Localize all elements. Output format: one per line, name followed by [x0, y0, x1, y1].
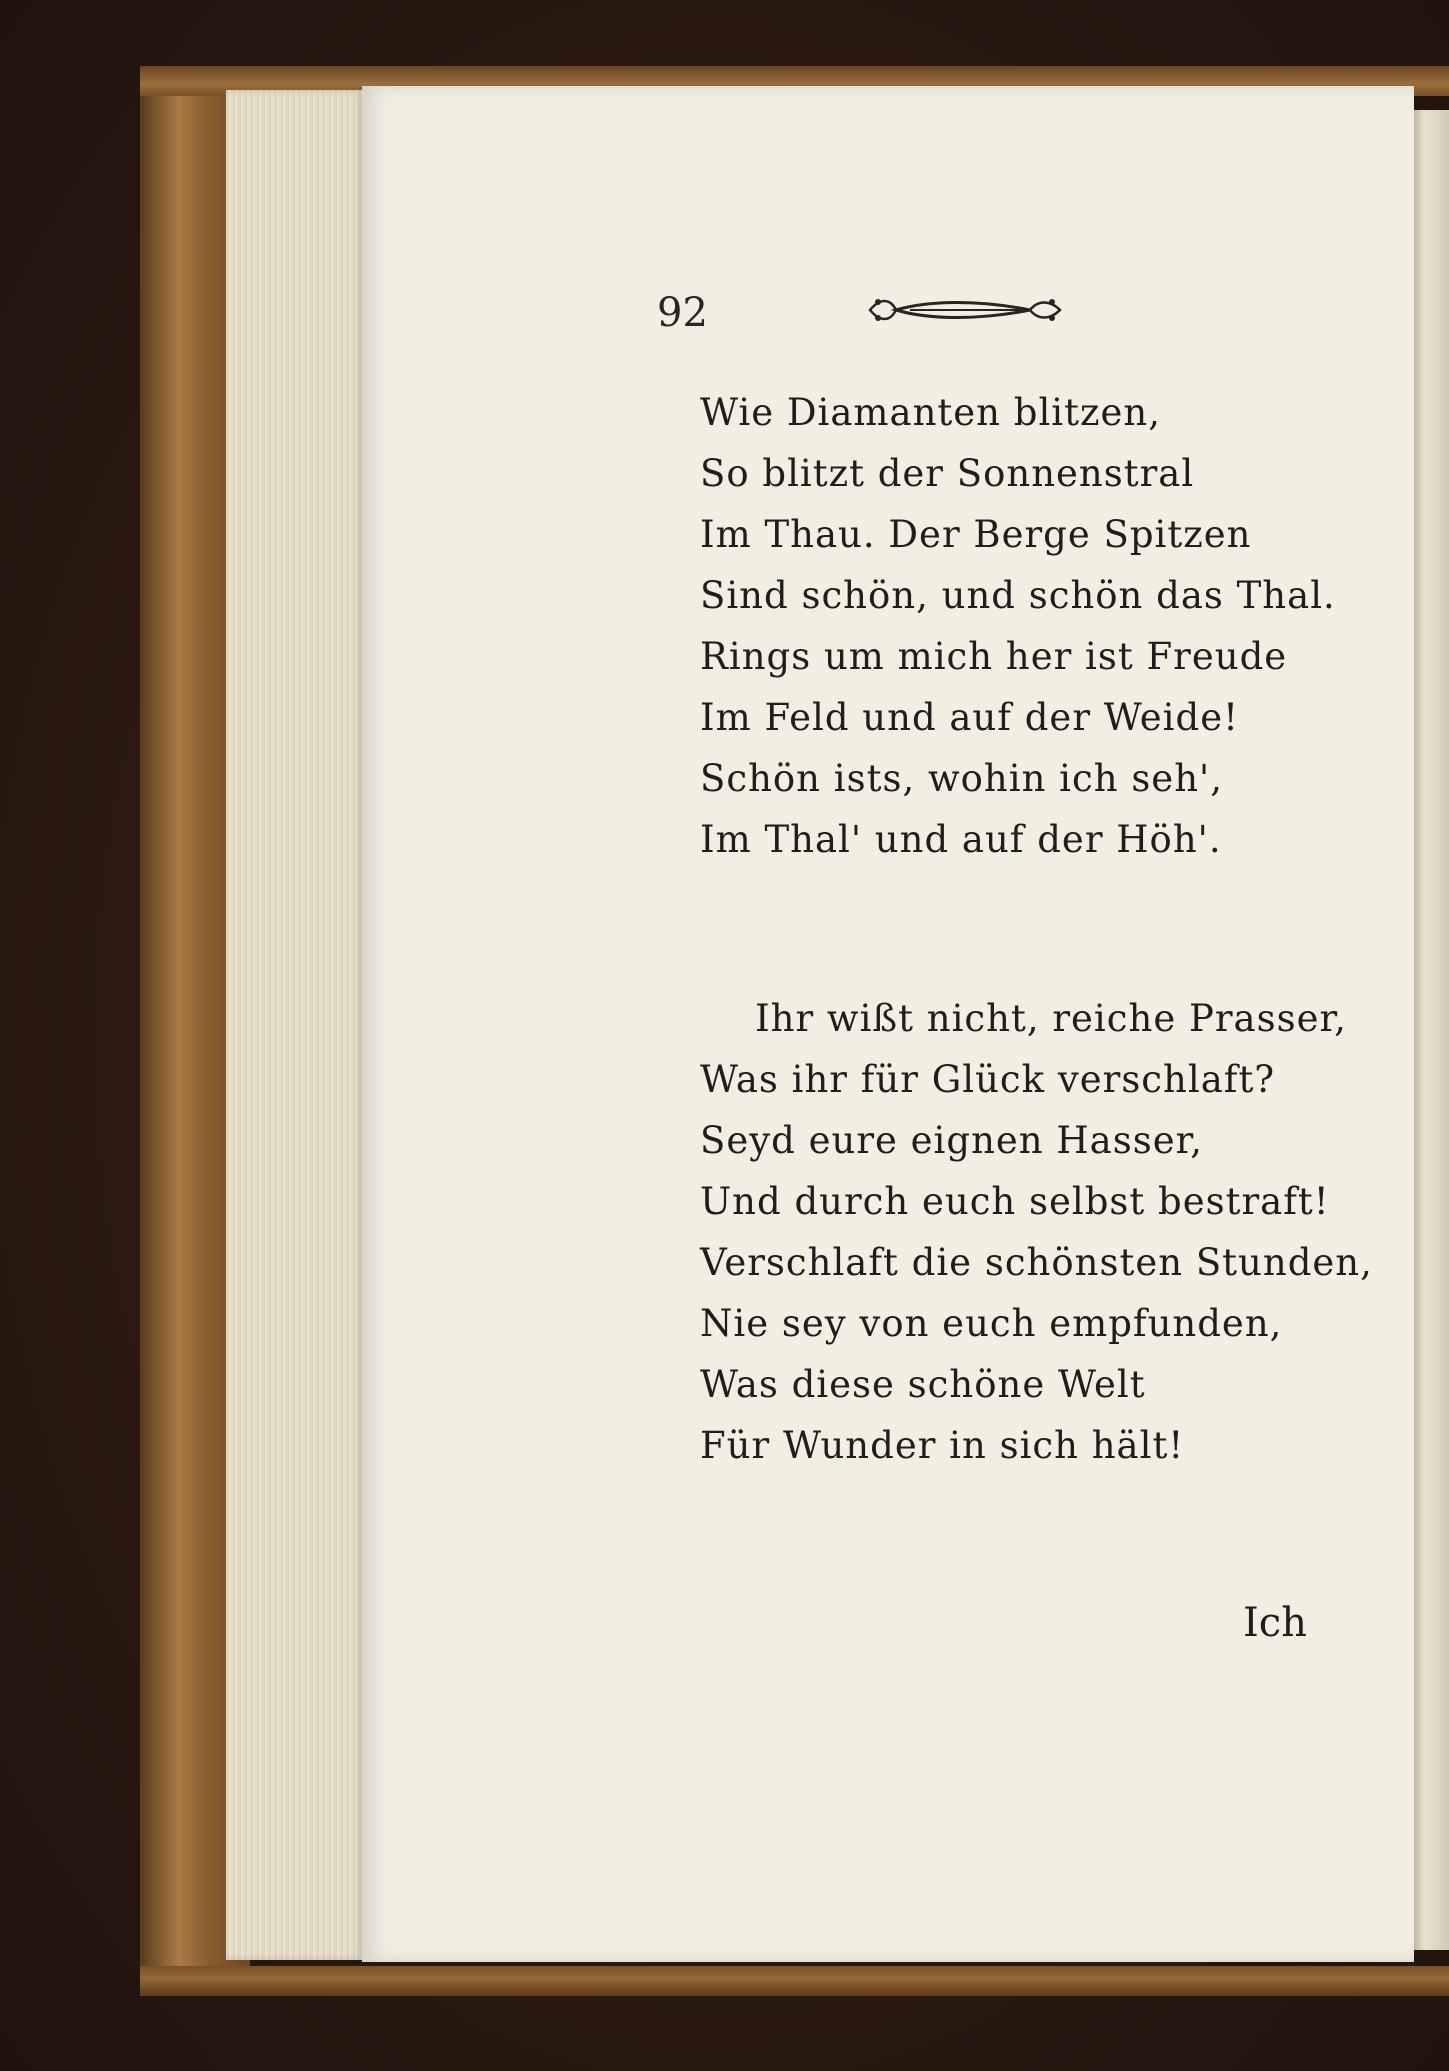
- verse-line: Schön ists, wohin ich seh',: [700, 757, 1223, 800]
- page-fore-edge: [226, 90, 366, 1960]
- verse-line: Nie sey von euch empfunden,: [700, 1302, 1283, 1345]
- stanza-1: [700, 382, 1336, 870]
- catchword: Ich: [1243, 1600, 1307, 1646]
- verse-line: Seyd eure eignen Hasser,: [700, 1119, 1203, 1162]
- verse-line: Rings um mich her ist Freude: [700, 635, 1288, 678]
- header-ornament-icon: [860, 290, 1070, 330]
- verse-line: Im Thal' und auf der Höh'.: [700, 818, 1222, 861]
- verse-line: Sind schön, und schön das Thal.: [700, 574, 1336, 617]
- verse-line: Im Thau. Der Berge Spitzen: [700, 513, 1252, 556]
- verse-line: Was ihr für Glück verschlaft?: [700, 1058, 1276, 1101]
- verse-line: Was diese schöne Welt: [700, 1363, 1146, 1406]
- verse-line: Ihr wißt nicht, reiche Prasser,: [755, 997, 1347, 1040]
- verse-line: Und durch euch selbst bestraft!: [700, 1180, 1330, 1223]
- facing-page-edge: [1414, 110, 1449, 1950]
- verse-line: Im Feld und auf der Weide!: [700, 696, 1239, 739]
- verse-line: So blitzt der Sonnenstral: [700, 452, 1195, 495]
- page-number: 92: [657, 290, 708, 336]
- verse-line: Wie Diamanten blitzen,: [700, 391, 1161, 434]
- verse-line: Für Wunder in sich hält!: [700, 1424, 1185, 1467]
- leather-cover-bottom: [140, 1966, 1449, 1996]
- verse-line: Verschlaft die schönsten Stunden,: [700, 1241, 1373, 1284]
- stanza-2: [700, 988, 1373, 1476]
